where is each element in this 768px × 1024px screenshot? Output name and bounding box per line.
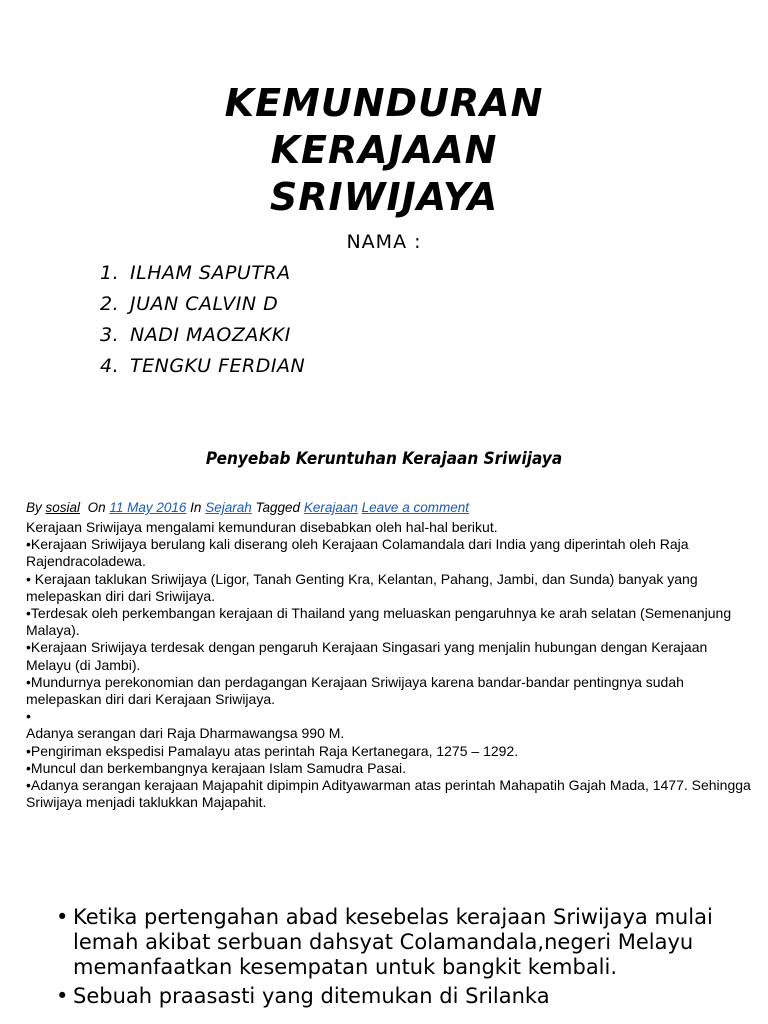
member-item (100, 323, 305, 354)
article-meta (26, 500, 469, 515)
tag-link[interactable]: Kerajaan (303, 500, 358, 515)
bullet-dot: • (56, 984, 69, 1008)
date-link[interactable]: 11 May 2016 (109, 500, 187, 515)
title-line-2: KERAJAAN (270, 128, 498, 172)
slide-bullet-list (56, 905, 736, 1013)
member-number: 2. (100, 293, 120, 315)
member-name: NADI MAOZAKKI (130, 324, 291, 346)
body-paragraph: Adanya serangan dari Raja Dharmawangsa 990 M. (26, 725, 345, 742)
body-paragraph: • Kerajaan taklukan Sriwijaya (Ligor, Tanah Genting Kra, Kelantan, Pahang, Jambi, dan Sunda) banyak yang melepaskan diri dari Sriwijaya. (26, 570, 698, 604)
member-name: ILHAM SAPUTRA (130, 262, 291, 284)
bullet-text: Ketika pertengahan abad kesebelas kerajaan Sriwijaya mulai lemah akibat serbuan dahsyat Colamandala,negeri Melayu memanfaatkan kesempatan untuk bangkit kembali. (73, 905, 713, 979)
member-number: 4. (100, 355, 120, 377)
title-line-1: KEMUNDURAN (224, 81, 544, 125)
member-name: JUAN CALVIN D (130, 293, 279, 315)
member-name: TENGKU FERDIAN (130, 355, 306, 377)
meta-on: On (87, 500, 106, 515)
bullet-text: Sebuah praasasti yang ditemukan di Srilanka (73, 984, 550, 1008)
article-body (26, 519, 756, 811)
meta-by: By (26, 500, 42, 515)
member-item (100, 261, 305, 292)
body-paragraph: • (26, 708, 31, 725)
body-paragraph: •Terdesak oleh perkembangan kerajaan di Thailand yang meluaskan pengaruhnya ke arah selatan (Semenanjung Malaya). (26, 605, 732, 639)
body-paragraph: •Muncul dan berkembangnya kerajaan Islam Samudra Pasai. (26, 759, 406, 776)
member-list (100, 261, 305, 385)
body-paragraph: •Adanya serangan kerajaan Majapahit dipimpin Adityawarman atas perintah Mahapatih Gajah Mada, 1477. Sehingga Sriwijaya menjadi taklukkan Majapahit. (26, 777, 751, 811)
nama-label: NAMA : (346, 231, 422, 253)
body-paragraph: •Pengiriman ekspedisi Pamalayu atas perintah Raja Kertanegara, 1275 – 1292. (26, 742, 519, 759)
body-paragraph: Kerajaan Sriwijaya mengalami kemunduran disebabkan oleh hal-hal berikut. (26, 519, 498, 535)
bullet-item (56, 984, 736, 1009)
member-item (100, 292, 305, 323)
meta-in: In (190, 500, 202, 515)
title-line-3: SRIWIJAYA (269, 175, 499, 219)
category-link[interactable]: Sejarah (205, 500, 252, 515)
leave-comment-link[interactable]: Leave a comment (361, 500, 469, 515)
article-title: Penyebab Keruntuhan Kerajaan Sriwijaya (205, 449, 563, 469)
body-paragraph: •Mundurnya perekonomian dan perdagangan Kerajaan Sriwijaya karena bandar-bandar pentingnya sudah melepaskan diri dari Kerajaan Sriwijaya. (26, 673, 684, 708)
page-title (0, 80, 768, 221)
member-number: 1. (100, 262, 120, 284)
author-link[interactable]: sosial (45, 500, 81, 515)
body-paragraph: •Kerajaan Sriwijaya terdesak dengan pengaruh Kerajaan Singasari yang menjalin hubungan dengan Kerajaan Melayu (di Jambi). (26, 639, 708, 673)
member-number: 3. (100, 324, 120, 346)
meta-tagged: Tagged (255, 500, 301, 515)
bullet-dot: • (56, 905, 69, 929)
body-paragraph: •Kerajaan Sriwijaya berulang kali diserang oleh Kerajaan Colamandala dari India yang diperintah oleh Raja Rajendracoladewa. (26, 536, 689, 570)
member-item (100, 354, 305, 385)
bullet-item (56, 905, 736, 980)
